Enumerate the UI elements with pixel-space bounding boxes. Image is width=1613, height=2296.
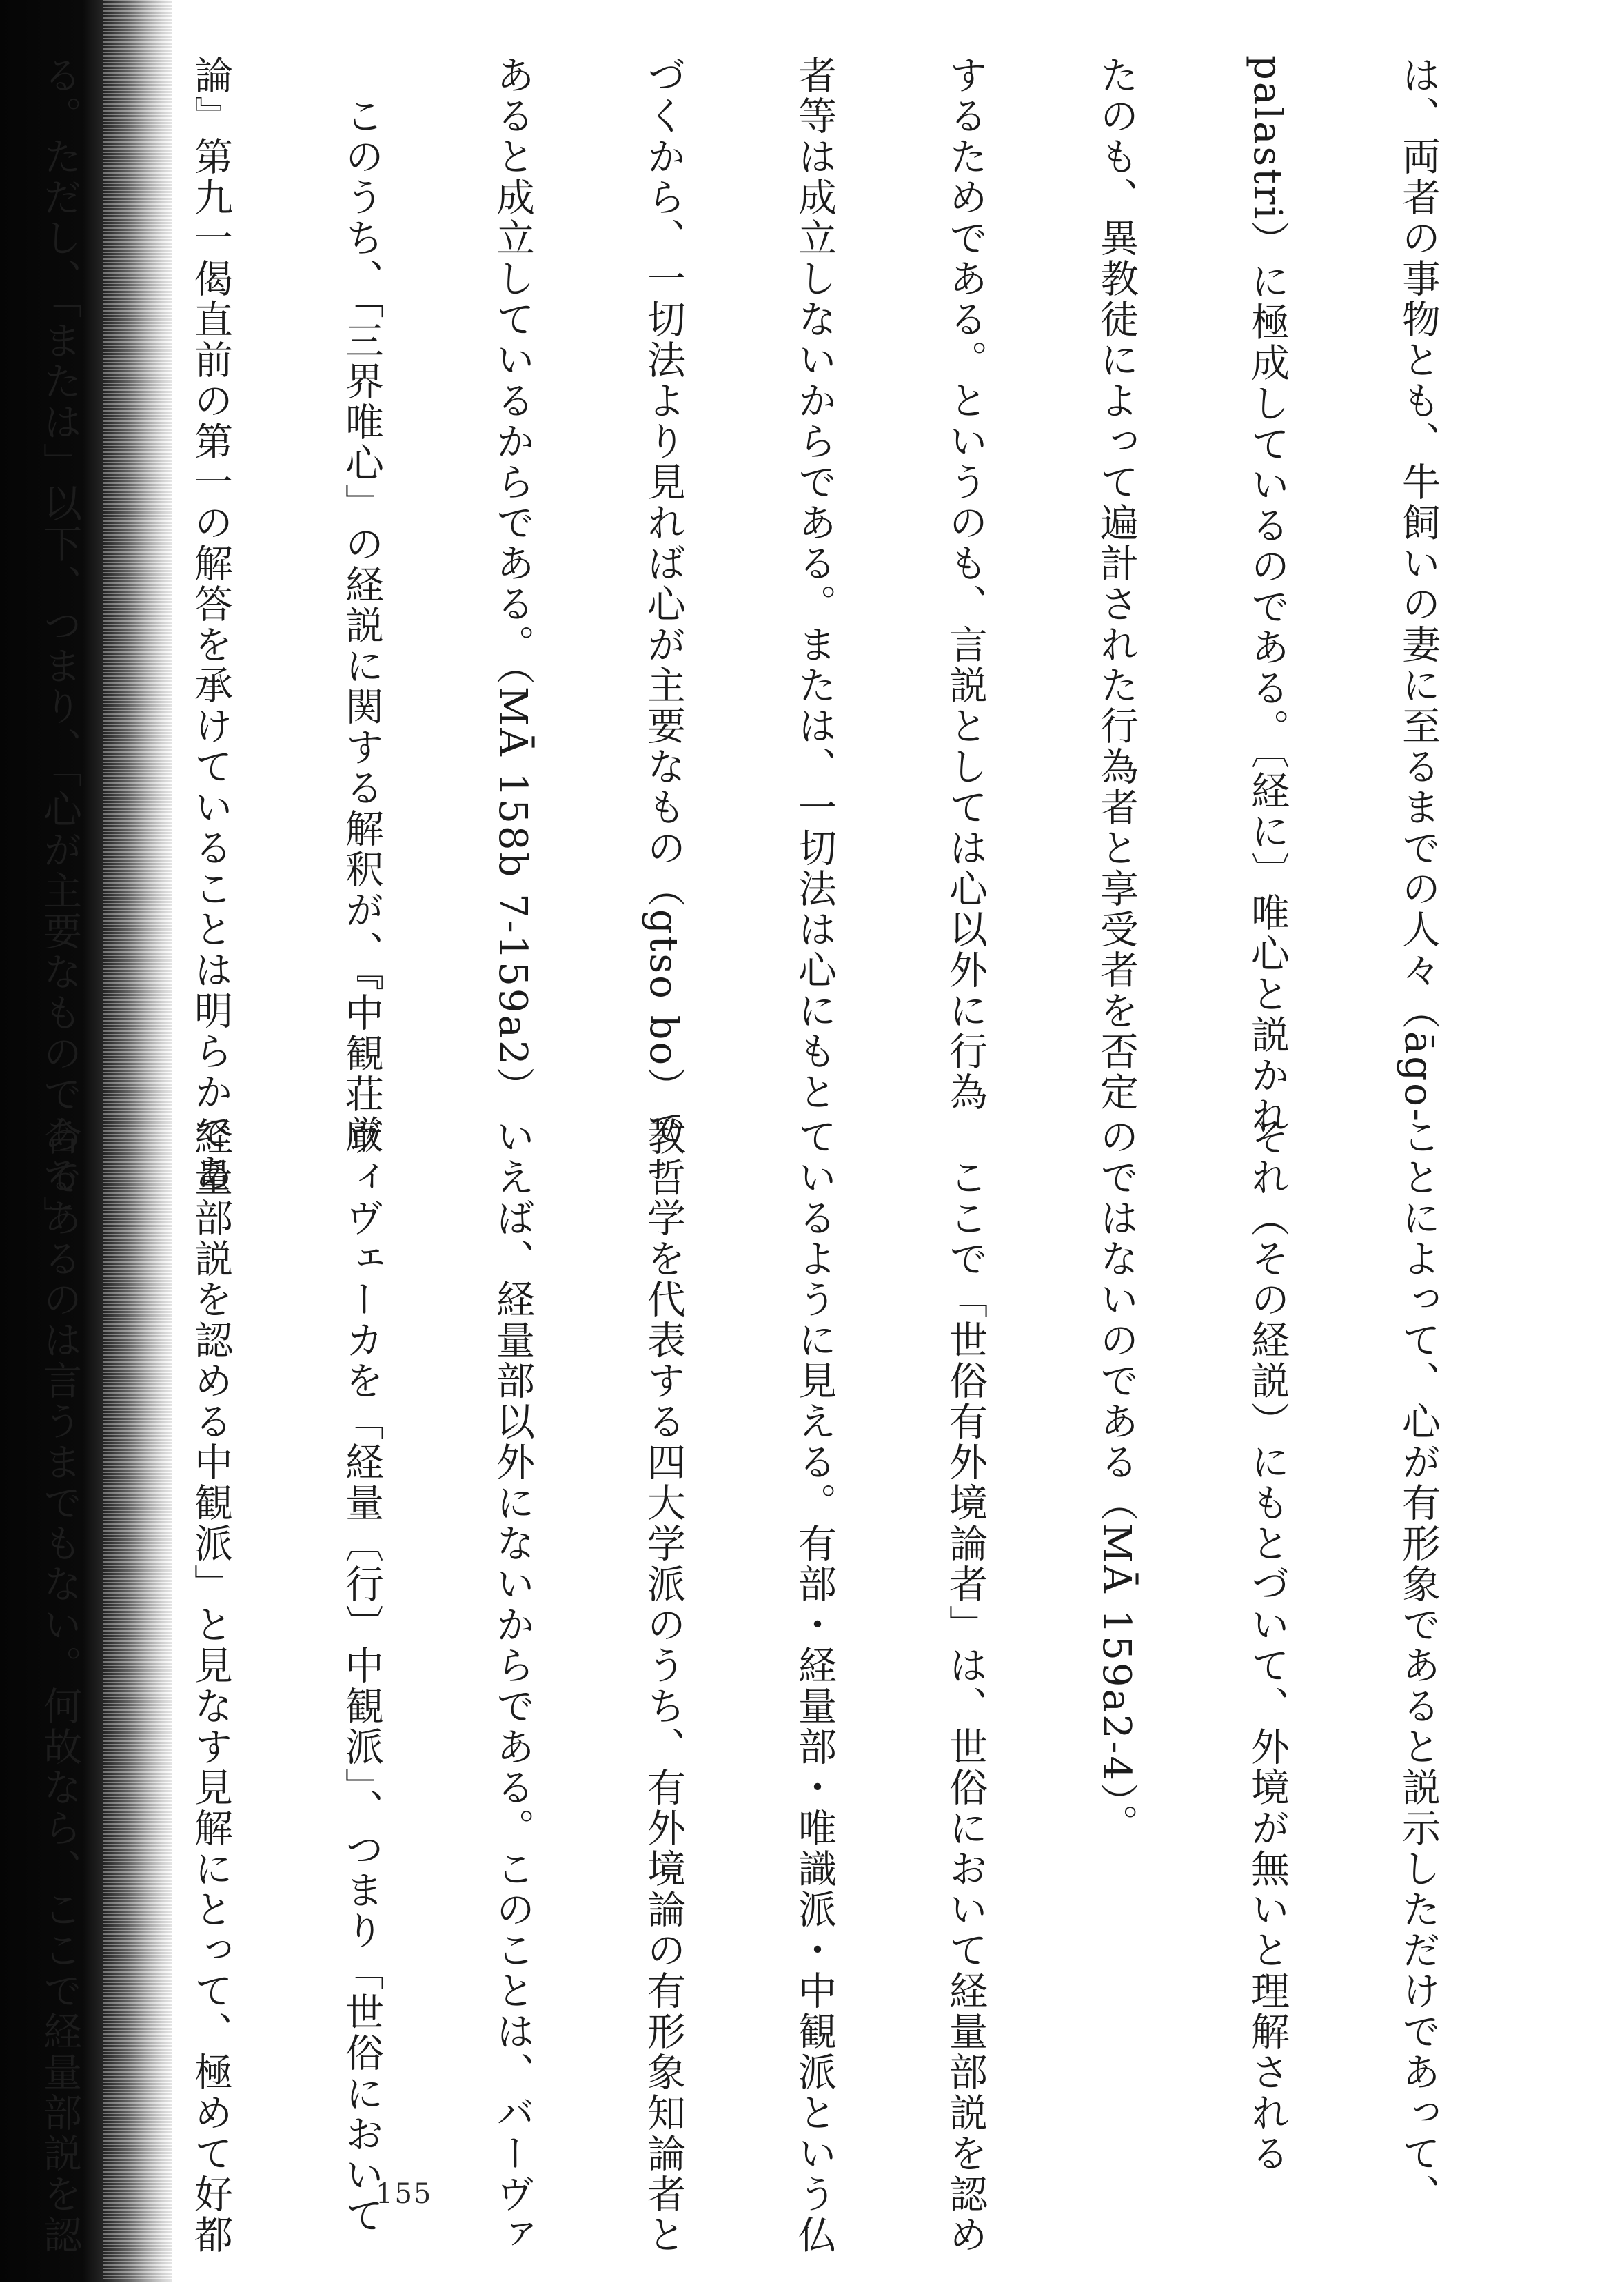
text-column: ことによって、心が有形象であると説示しただけであって、 [1396,1117,1441,2215]
upper-text-block [0,55,1544,1237]
text-column: このうち、「三界唯心」の経説に関する解釈が、『中観荘厳 [339,55,384,1155]
text-column: それ（その経説）にもとづいて、外境が無いと理解される [1245,1117,1290,2174]
text-column: ヴィヴェーカを「経量〔行〕中観派」、つまり「世俗において [339,1117,384,2236]
text-column: 者等は成立しないからである。または、一切法は心にもと [792,55,837,1113]
page-number: 155 [376,2178,433,2210]
text-column: は、両者の事物とも、牛飼いの妻に至るまでの人々（āgo- [1396,55,1441,1124]
text-column: ているように見える。有部・経量部・唯識派・中観派という仏 [792,1117,837,2255]
text-column: 教哲学を代表する四大学派のうち、有外境論の有形象知論者と [641,1117,686,2255]
text-column: するためである。というのも、言説としては心以外に行為 [943,55,988,1113]
text-column: づくから、一切法より見れば心が主要なもの（gtso bo）で [641,55,686,1149]
text-column: あると成立しているからである。（MĀ 158b 7-159a2） [490,55,535,1108]
text-column: のではないのである（MĀ 159a2-4）。 [1094,1117,1139,1845]
text-column: いえば、経量部以外にないからである。このことは、バーヴァ [490,1117,535,2255]
text-column: たのも、異教徒によって遍計された行為者と享受者を否定 [1094,55,1139,1113]
text-column: palastri）に極成しているのである。〔経に〕唯心と説かれ [1245,55,1290,1137]
text-column: ここで「世俗有外境論者」は、世俗において経量部説を認め [943,1117,988,2255]
text-column: 経量部説を認める中観派」と見なす見解にとって、極めて好都 [188,1117,233,2255]
text-column: 論』第九一偈直前の第一の解答を承けていることは明らかであ [188,55,233,1194]
text-column: る。ただし、「または」以下、つまり、「心が主要なものである」 [37,55,82,1237]
text-column: 合であるのは言うまでもない。何故なら、ここで経量部説を認 [37,1117,82,2255]
